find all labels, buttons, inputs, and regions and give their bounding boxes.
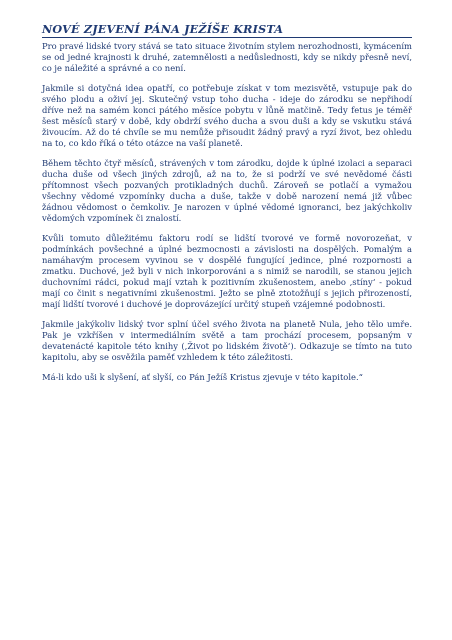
paragraph-4: Kvůli tomuto důležitému faktoru rodí se lidští tvorové ve formě novorozeňat, v podmínkách povšechné a úplné bezmocnosti a závislosti na dospělých. Pomalým a namáhavým procesem vyvinou se v dospělé fungující jedince, plné rozpornosti a zmatku. Duchové, jež byli v nich inkorporováni a s nimiž se narodili, se stanou jejich duchovními rádci, pokud mají vztah k pozitivním zkušenostem, anebo ‚stíny‘ - pokud mají co činit s negativními zkušenostmi. Ježto se plně ztotožňují s jejich přirozeností, mají lidští tvorové i duchové je doprovázející určitý stupeň vzájemné podobnosti. xyxy=(42,233,412,309)
paragraph-1: Pro pravé lidské tvory stává se tato situace životním stylem nerozhodnosti, kymácením se od jedné krajnosti k druhé, zatemnělosti a nedůslednosti, kdy se nikdy přesně neví, co je náležité a správné a co není. xyxy=(42,41,412,73)
document-body xyxy=(42,41,412,392)
title-underline xyxy=(42,37,412,38)
paragraph-5: Jakmile jakýkoliv lidský tvor splní účel svého života na planetě Nula, jeho tělo umře. Pak je vzkříšen v intermediálním světě a tam prochází procesem, popsaným v devatenácté kapitole této knihy (‚Život po lidském životě‘). Odkazuje se tímto na tuto kapitolu, aby se osvěžila paměť vzhledem k této záležitosti. xyxy=(42,319,412,362)
paragraph-6: Má-li kdo uši k slyšení, ať slyší, co Pán Ježíš Kristus zjevuje v této kapitole.“ xyxy=(42,372,363,382)
page-title: NOVÉ ZJEVENÍ PÁNA JEŽÍŠE KRISTA xyxy=(42,22,284,36)
paragraph-2: Jakmile si dotyčná idea opatří, co potřebuje získat v tom mezisvětě, vstupuje pak do svého plodu a oživí jej. Skutečný vstup toho ducha - ideje do zárodku se nepřihodí dříve než na samém konci pátého měsíce pobytu v lůně matčině. Tedy fetus je téměř šest měsíců starý v době, kdy obdrží svého ducha a svou duši a kdy se vskutku stává živoucím. Až do té chvíle se mu nemůže přisoudit žádný pravý a ryzí život, bez ohledu na to, co kdo říká o této otázce na vaší planetě. xyxy=(42,83,412,148)
paragraph-3: Během těchto čtyř měsíců, strávených v tom zárodku, dojde k úplné izolaci a separaci ducha duše od všech jiných zdrojů, až na to, že si podrží ve své nevědomé části přítomnost všech pozvaných protikladných duchů. Zároveň se potlačí a vymažou všechny vědomé vzpomínky ducha a duše, takže v době narození nemá již vůbec žádnou vědomost o čemkoliv. Je narozen v úplné vědomé ignoranci, bez jakýchkoliv vědomých vzpomínek či znalostí. xyxy=(42,158,412,223)
